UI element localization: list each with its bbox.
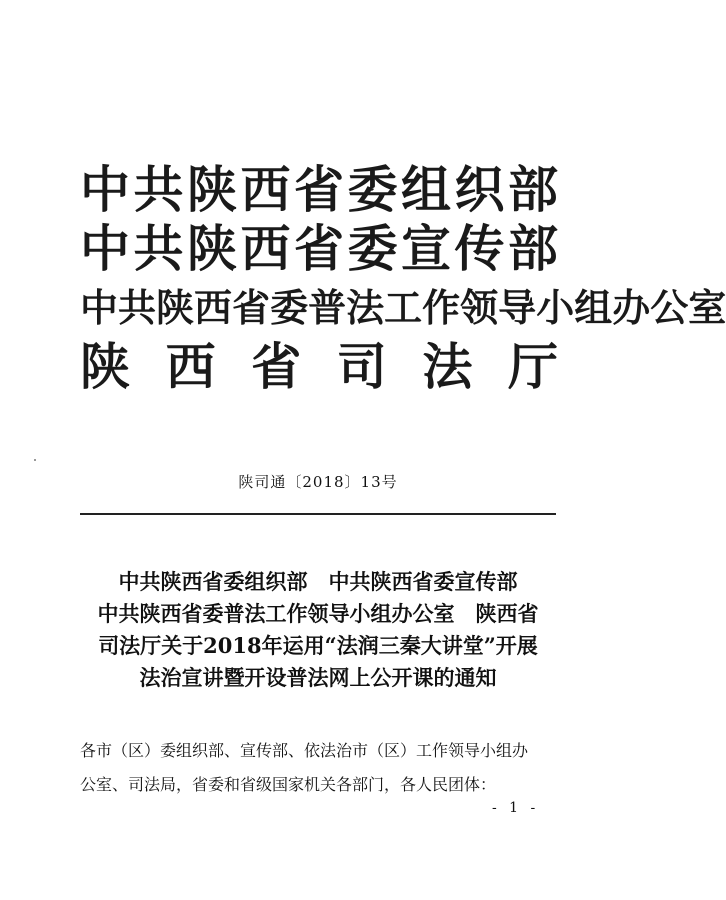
issuer-char: 普 [308, 285, 347, 330]
issuer-char: 省 [232, 285, 271, 330]
issuer-char: 委 [347, 219, 398, 278]
issuer-char: 小 [536, 285, 575, 330]
issuer-char: 组 [401, 160, 451, 219]
issuer-char: 共 [133, 160, 184, 219]
title-line: 法治宣讲暨开设普法网上公开课的通知 [139, 665, 497, 690]
issuer-char: 西 [165, 337, 216, 396]
issuer-line [80, 278, 726, 337]
issuer-line [80, 219, 558, 278]
issuer-char: 陕 [187, 160, 237, 219]
issuer-char: 委 [270, 285, 309, 330]
issuer-char: 宣 [401, 219, 451, 278]
issuer-char: 省 [294, 160, 344, 219]
issuer-char: 省 [294, 219, 344, 278]
issuer-char: 领 [460, 285, 499, 330]
notice-title [60, 566, 576, 694]
header-divider [80, 513, 556, 515]
issuer-char: 中 [80, 219, 130, 278]
issuer-char: 室 [688, 285, 726, 330]
issuer-char: 厅 [507, 337, 558, 396]
issuer-char: 陕 [80, 337, 130, 396]
issuer-char: 部 [508, 160, 558, 219]
issuer-char: 织 [454, 160, 505, 219]
page-number: - 1 - [492, 800, 540, 816]
issuer-char: 中 [80, 285, 119, 330]
issuer-char: 共 [133, 219, 184, 278]
issuer-char: 导 [498, 285, 537, 330]
issuer-char: 作 [422, 285, 461, 330]
issuer-char: 省 [251, 337, 302, 396]
issuing-authorities [80, 160, 726, 396]
issuer-char: 组 [574, 285, 613, 330]
title-line: 中共陕西省委普法工作领导小组办公室 陕西省 [97, 601, 539, 626]
scan-speck [34, 459, 36, 461]
title-line: 中共陕西省委组织部 中共陕西省委宣传部 [118, 569, 518, 594]
issuer-char: 传 [454, 219, 505, 278]
issuer-char: 公 [650, 285, 689, 330]
issuer-char: 办 [612, 285, 651, 330]
issuer-char: 西 [240, 219, 291, 278]
issuer-line [80, 160, 558, 219]
issuer-char: 共 [118, 285, 157, 330]
document-number: 陕司通〔2018〕13号 [238, 473, 398, 491]
salutation-line: 公室、司法局，省委和省级国家机关各部门，各人民团体： [80, 775, 497, 794]
issuer-line [80, 337, 558, 396]
issuer-char: 工 [384, 285, 423, 330]
issuer-char: 陕 [156, 285, 195, 330]
issuer-char: 委 [347, 160, 398, 219]
salutation-line: 各市（区）委组织部、宣传部、依法治市（区）工作领导小组办 [80, 741, 529, 760]
issuer-char: 中 [80, 160, 130, 219]
issuer-char: 西 [240, 160, 291, 219]
issuer-char: 法 [346, 285, 385, 330]
salutation [80, 734, 560, 802]
issuer-char: 部 [508, 219, 558, 278]
issuer-char: 司 [336, 337, 387, 396]
issuer-char: 西 [194, 285, 233, 330]
issuer-char: 陕 [187, 219, 237, 278]
title-line: 司法厅关于2018年运用“法润三秦大讲堂”开展 [98, 633, 538, 658]
issuer-char: 法 [422, 337, 473, 396]
